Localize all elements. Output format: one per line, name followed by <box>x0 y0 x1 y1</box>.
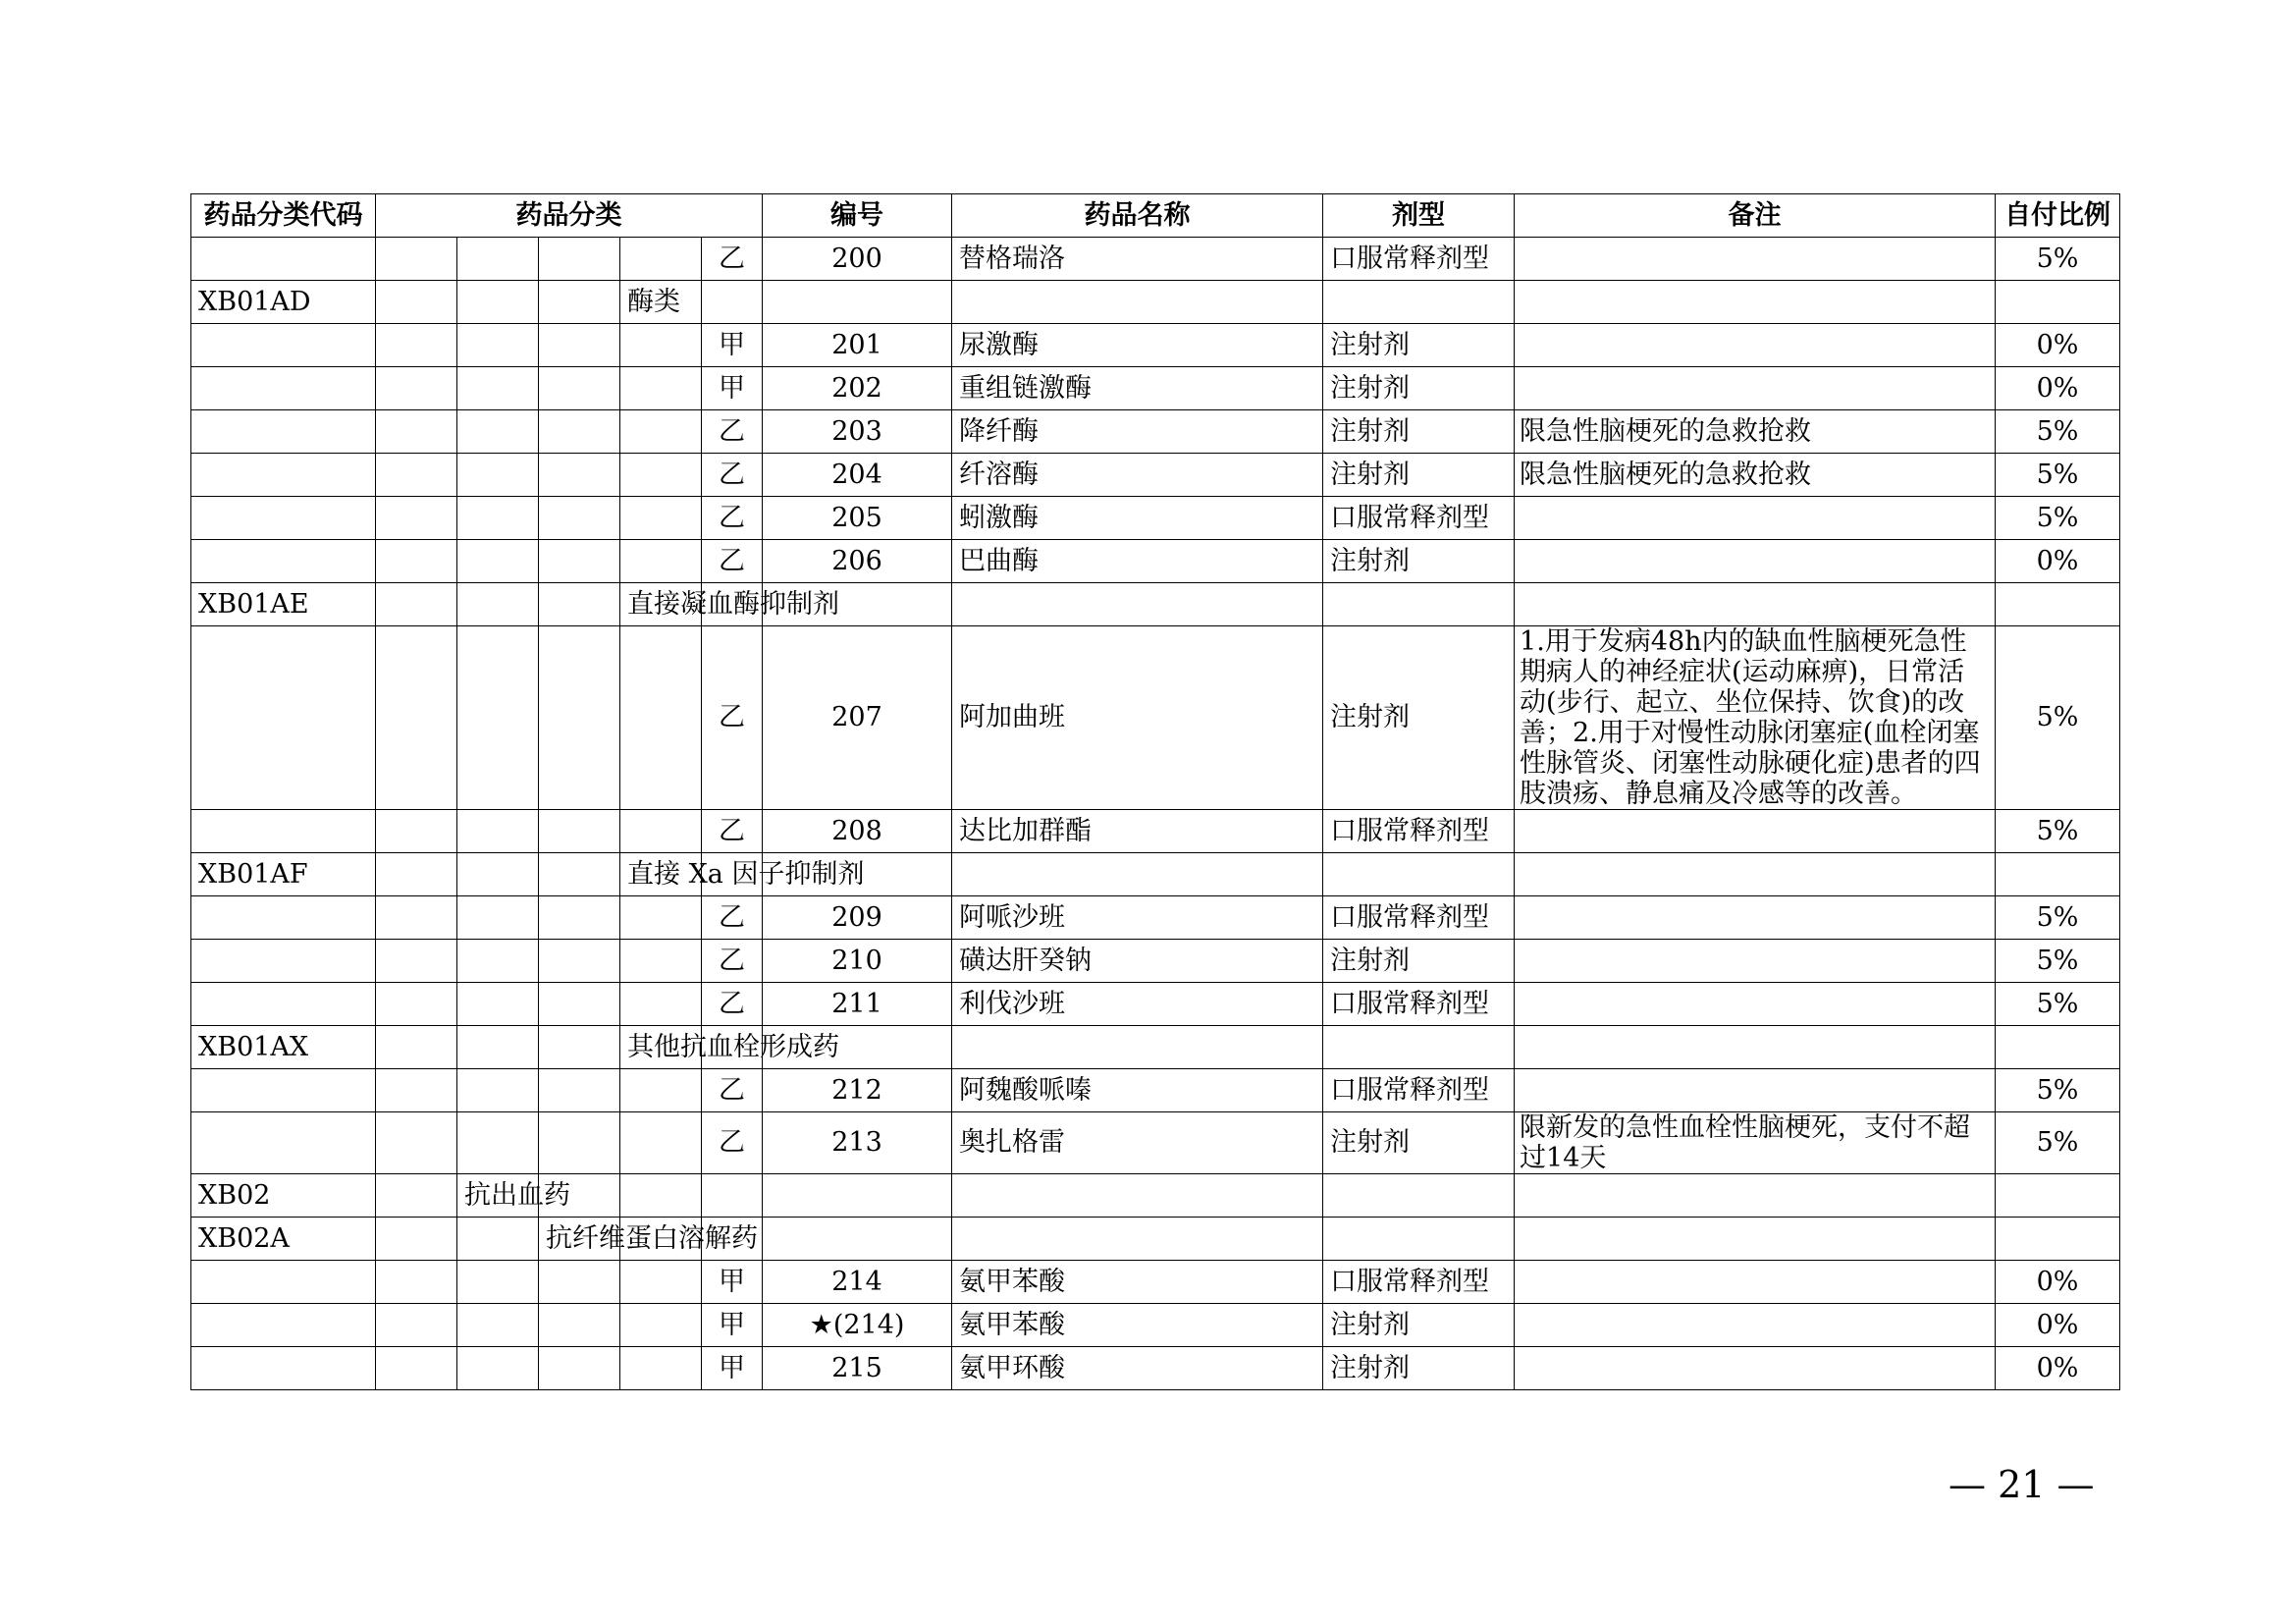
cell-dosage-form <box>1323 853 1515 896</box>
cell-self-pay-ratio: 5% <box>1996 238 2120 281</box>
cell-self-pay-ratio <box>1996 1026 2120 1069</box>
table-row <box>191 810 2120 853</box>
cell-category-level-3 <box>539 1304 620 1347</box>
cell-category-code <box>191 1347 376 1390</box>
cell-remarks: 限急性脑梗死的急救抢救 <box>1515 410 1996 454</box>
cell-category-level-4 <box>620 1261 702 1304</box>
cell-category-level-4 <box>620 238 702 281</box>
cell-remarks <box>1515 853 1996 896</box>
cell-drug-name: 巴曲酶 <box>952 540 1323 583</box>
cell-dosage-form: 注射剂 <box>1323 540 1515 583</box>
cell-category-code: XB01AD <box>191 281 376 324</box>
cell-category-level-2: 抗出血药 <box>457 1174 539 1218</box>
cell-self-pay-ratio <box>1996 853 2120 896</box>
cell-category-code: XB01AE <box>191 583 376 626</box>
cell-dosage-form: 注射剂 <box>1323 454 1515 497</box>
table-row <box>191 281 2120 324</box>
cell-grade: 乙 <box>702 497 763 540</box>
cell-category-level-4 <box>620 540 702 583</box>
cell-category-code <box>191 324 376 367</box>
cell-category-level-3 <box>539 896 620 940</box>
cell-category-level-2 <box>457 1261 539 1304</box>
cell-dosage-form <box>1323 1174 1515 1218</box>
cell-category-code: XB02 <box>191 1174 376 1218</box>
cell-category-level-2 <box>457 896 539 940</box>
cell-drug-name <box>952 281 1323 324</box>
cell-category-level-3 <box>539 238 620 281</box>
table-row <box>191 853 2120 896</box>
cell-number: 200 <box>763 238 952 281</box>
cell-self-pay-ratio: 5% <box>1996 896 2120 940</box>
cell-drug-name: 阿哌沙班 <box>952 896 1323 940</box>
cell-category-level-1 <box>376 540 457 583</box>
table-body <box>191 238 2120 1390</box>
table-row <box>191 896 2120 940</box>
cell-dosage-form: 口服常释剂型 <box>1323 983 1515 1026</box>
cell-dosage-form: 注射剂 <box>1323 1304 1515 1347</box>
cell-category-level-4 <box>620 1347 702 1390</box>
cell-grade: 乙 <box>702 940 763 983</box>
cell-category-level-1 <box>376 1347 457 1390</box>
cell-category-level-1 <box>376 238 457 281</box>
cell-remarks: 限新发的急性血栓性脑梗死，支付不超过14天 <box>1515 1112 1996 1174</box>
cell-category-level-4: 酶类 <box>620 281 702 324</box>
cell-category-level-2 <box>457 1347 539 1390</box>
cell-category-level-2 <box>457 454 539 497</box>
cell-self-pay-ratio: 0% <box>1996 540 2120 583</box>
cell-drug-name: 尿激酶 <box>952 324 1323 367</box>
cell-remarks <box>1515 896 1996 940</box>
cell-remarks <box>1515 1218 1996 1261</box>
cell-number: 212 <box>763 1069 952 1112</box>
cell-grade: 甲 <box>702 1261 763 1304</box>
cell-category-level-1 <box>376 1112 457 1174</box>
cell-category-level-3 <box>539 367 620 410</box>
cell-category-code <box>191 940 376 983</box>
cell-grade <box>702 281 763 324</box>
table-row <box>191 583 2120 626</box>
cell-category-code: XB01AX <box>191 1026 376 1069</box>
cell-remarks <box>1515 540 1996 583</box>
cell-number: 215 <box>763 1347 952 1390</box>
cell-dosage-form: 注射剂 <box>1323 410 1515 454</box>
cell-category-level-4 <box>620 1069 702 1112</box>
cell-self-pay-ratio: 5% <box>1996 983 2120 1026</box>
cell-category-level-3 <box>539 1347 620 1390</box>
cell-self-pay-ratio: 5% <box>1996 1112 2120 1174</box>
cell-grade: 乙 <box>702 983 763 1026</box>
cell-self-pay-ratio: 0% <box>1996 1347 2120 1390</box>
cell-drug-name: 奥扎格雷 <box>952 1112 1323 1174</box>
cell-dosage-form: 注射剂 <box>1323 940 1515 983</box>
cell-category-level-4 <box>620 367 702 410</box>
cell-category-level-3 <box>539 497 620 540</box>
cell-category-level-3 <box>539 853 620 896</box>
header-category-code: 药品分类代码 <box>191 194 376 238</box>
cell-grade: 乙 <box>702 810 763 853</box>
cell-remarks <box>1515 281 1996 324</box>
cell-grade: 乙 <box>702 238 763 281</box>
cell-number: 201 <box>763 324 952 367</box>
cell-dosage-form: 注射剂 <box>1323 1112 1515 1174</box>
cell-dosage-form: 口服常释剂型 <box>1323 497 1515 540</box>
cell-remarks <box>1515 1261 1996 1304</box>
cell-category-code: XB02A <box>191 1218 376 1261</box>
cell-number <box>763 281 952 324</box>
cell-category-level-3 <box>539 810 620 853</box>
cell-remarks <box>1515 324 1996 367</box>
cell-category-level-2 <box>457 626 539 810</box>
cell-category-level-3 <box>539 583 620 626</box>
cell-self-pay-ratio: 5% <box>1996 810 2120 853</box>
cell-category-level-3 <box>539 1261 620 1304</box>
cell-self-pay-ratio: 5% <box>1996 626 2120 810</box>
cell-grade: 乙 <box>702 454 763 497</box>
cell-category-level-3 <box>539 324 620 367</box>
cell-grade: 乙 <box>702 896 763 940</box>
cell-category-level-2 <box>457 497 539 540</box>
table-row <box>191 238 2120 281</box>
cell-category-code <box>191 1261 376 1304</box>
cell-remarks <box>1515 1026 1996 1069</box>
cell-number: ★(214) <box>763 1304 952 1347</box>
cell-remarks <box>1515 497 1996 540</box>
cell-category-level-2 <box>457 1218 539 1261</box>
table-row <box>191 367 2120 410</box>
cell-dosage-form <box>1323 583 1515 626</box>
header-dosage-form: 剂型 <box>1323 194 1515 238</box>
cell-category-level-1 <box>376 367 457 410</box>
cell-remarks <box>1515 1304 1996 1347</box>
cell-drug-name: 阿魏酸哌嗪 <box>952 1069 1323 1112</box>
cell-grade: 乙 <box>702 540 763 583</box>
cell-category-level-1 <box>376 896 457 940</box>
cell-number: 203 <box>763 410 952 454</box>
cell-dosage-form <box>1323 1218 1515 1261</box>
cell-dosage-form: 口服常释剂型 <box>1323 896 1515 940</box>
cell-self-pay-ratio: 5% <box>1996 1069 2120 1112</box>
cell-remarks <box>1515 1174 1996 1218</box>
cell-category-level-1 <box>376 626 457 810</box>
cell-category-level-1 <box>376 853 457 896</box>
cell-remarks <box>1515 983 1996 1026</box>
cell-drug-name: 达比加群酯 <box>952 810 1323 853</box>
table-header-row <box>191 194 2120 238</box>
cell-category-level-1 <box>376 454 457 497</box>
cell-category-level-1 <box>376 1218 457 1261</box>
cell-number: 211 <box>763 983 952 1026</box>
cell-category-level-2 <box>457 1069 539 1112</box>
cell-self-pay-ratio: 0% <box>1996 324 2120 367</box>
cell-category-level-4 <box>620 1304 702 1347</box>
table-row <box>191 1069 2120 1112</box>
cell-drug-name: 磺达肝癸钠 <box>952 940 1323 983</box>
cell-self-pay-ratio: 0% <box>1996 1304 2120 1347</box>
cell-category-level-1 <box>376 1069 457 1112</box>
cell-remarks <box>1515 1069 1996 1112</box>
table-row <box>191 983 2120 1026</box>
cell-category-level-4: 直接凝血酶抑制剂 <box>620 583 702 626</box>
cell-category-level-1 <box>376 940 457 983</box>
cell-category-level-2 <box>457 853 539 896</box>
cell-grade: 甲 <box>702 367 763 410</box>
cell-category-level-4 <box>620 454 702 497</box>
cell-category-level-3 <box>539 940 620 983</box>
cell-self-pay-ratio <box>1996 1218 2120 1261</box>
cell-category-level-4 <box>620 940 702 983</box>
cell-category-level-4 <box>620 410 702 454</box>
page-number: — 21 — <box>1949 1463 2095 1506</box>
cell-self-pay-ratio <box>1996 583 2120 626</box>
table-row <box>191 1026 2120 1069</box>
table-row <box>191 454 2120 497</box>
cell-category-level-1 <box>376 1026 457 1069</box>
cell-category-level-3 <box>539 983 620 1026</box>
cell-remarks <box>1515 810 1996 853</box>
cell-number <box>763 1174 952 1218</box>
cell-drug-name <box>952 583 1323 626</box>
cell-category-level-4 <box>620 983 702 1026</box>
cell-category-code <box>191 367 376 410</box>
cell-category-level-2 <box>457 583 539 626</box>
cell-category-level-1 <box>376 281 457 324</box>
cell-self-pay-ratio: 5% <box>1996 454 2120 497</box>
cell-remarks: 限急性脑梗死的急救抢救 <box>1515 454 1996 497</box>
cell-category-code <box>191 410 376 454</box>
cell-category-level-1 <box>376 1174 457 1218</box>
cell-category-level-3 <box>539 1112 620 1174</box>
cell-dosage-form: 注射剂 <box>1323 626 1515 810</box>
cell-number: 209 <box>763 896 952 940</box>
cell-dosage-form: 口服常释剂型 <box>1323 1261 1515 1304</box>
cell-self-pay-ratio: 5% <box>1996 410 2120 454</box>
cell-category-level-3: 抗纤维蛋白溶解药 <box>539 1218 620 1261</box>
cell-category-level-4 <box>620 810 702 853</box>
cell-category-level-3 <box>539 540 620 583</box>
cell-grade: 乙 <box>702 1112 763 1174</box>
cell-category-level-1 <box>376 497 457 540</box>
cell-drug-name: 氨甲苯酸 <box>952 1304 1323 1347</box>
cell-category-code <box>191 896 376 940</box>
cell-grade: 甲 <box>702 1347 763 1390</box>
cell-drug-name <box>952 1174 1323 1218</box>
cell-category-level-4: 直接 Xa 因子抑制剂 <box>620 853 702 896</box>
cell-category-level-2 <box>457 983 539 1026</box>
cell-category-level-1 <box>376 410 457 454</box>
cell-remarks <box>1515 940 1996 983</box>
cell-category-level-2 <box>457 367 539 410</box>
cell-category-level-4 <box>620 497 702 540</box>
header-category: 药品分类 <box>376 194 763 238</box>
table-row <box>191 1218 2120 1261</box>
cell-drug-name: 蚓激酶 <box>952 497 1323 540</box>
cell-remarks <box>1515 238 1996 281</box>
cell-dosage-form: 注射剂 <box>1323 324 1515 367</box>
cell-category-level-2 <box>457 324 539 367</box>
cell-category-level-2 <box>457 238 539 281</box>
cell-grade: 乙 <box>702 1069 763 1112</box>
cell-category-level-1 <box>376 983 457 1026</box>
cell-remarks <box>1515 367 1996 410</box>
cell-category-level-4: 其他抗血栓形成药 <box>620 1026 702 1069</box>
cell-category-code <box>191 1304 376 1347</box>
table-row <box>191 1261 2120 1304</box>
cell-category-code <box>191 983 376 1026</box>
header-number: 编号 <box>763 194 952 238</box>
cell-self-pay-ratio: 5% <box>1996 497 2120 540</box>
cell-category-level-3 <box>539 1069 620 1112</box>
cell-category-level-4 <box>620 1112 702 1174</box>
cell-grade: 乙 <box>702 410 763 454</box>
cell-number: 204 <box>763 454 952 497</box>
cell-category-level-2 <box>457 940 539 983</box>
table-row <box>191 324 2120 367</box>
header-self-pay-ratio: 自付比例 <box>1996 194 2120 238</box>
cell-category-level-2 <box>457 281 539 324</box>
cell-grade: 甲 <box>702 1304 763 1347</box>
cell-drug-name: 氨甲苯酸 <box>952 1261 1323 1304</box>
cell-self-pay-ratio <box>1996 1174 2120 1218</box>
cell-drug-name: 纤溶酶 <box>952 454 1323 497</box>
cell-category-code: XB01AF <box>191 853 376 896</box>
cell-number: 208 <box>763 810 952 853</box>
cell-category-level-4 <box>620 324 702 367</box>
cell-self-pay-ratio: 0% <box>1996 1261 2120 1304</box>
cell-remarks: 1.用于发病48h内的缺血性脑梗死急性期病人的神经症状(运动麻痹)，日常活动(步行、起立、坐位保持、饮食)的改善；2.用于对慢性动脉闭塞症(血栓闭塞性脉管炎、闭塞性动脉硬化症)患者的四肢溃疡、静息痛及冷感等的改善。 <box>1515 626 1996 810</box>
cell-category-level-4 <box>620 1174 702 1218</box>
cell-category-level-3 <box>539 281 620 324</box>
cell-category-level-1 <box>376 324 457 367</box>
cell-self-pay-ratio: 5% <box>1996 940 2120 983</box>
table-row <box>191 1174 2120 1218</box>
table-row <box>191 626 2120 810</box>
cell-grade <box>702 1174 763 1218</box>
cell-category-code <box>191 540 376 583</box>
cell-number: 207 <box>763 626 952 810</box>
cell-category-level-4 <box>620 896 702 940</box>
table-row <box>191 940 2120 983</box>
cell-number: 206 <box>763 540 952 583</box>
cell-number: 213 <box>763 1112 952 1174</box>
cell-number <box>763 1218 952 1261</box>
cell-category-level-2 <box>457 1112 539 1174</box>
cell-category-level-1 <box>376 810 457 853</box>
cell-dosage-form: 口服常释剂型 <box>1323 1069 1515 1112</box>
cell-drug-name <box>952 1026 1323 1069</box>
cell-self-pay-ratio: 0% <box>1996 367 2120 410</box>
cell-drug-name: 降纤酶 <box>952 410 1323 454</box>
table-row <box>191 1347 2120 1390</box>
cell-self-pay-ratio <box>1996 281 2120 324</box>
cell-category-code <box>191 454 376 497</box>
header-remarks: 备注 <box>1515 194 1996 238</box>
cell-category-code <box>191 1112 376 1174</box>
header-drug-name: 药品名称 <box>952 194 1323 238</box>
cell-category-level-1 <box>376 583 457 626</box>
cell-category-level-3 <box>539 454 620 497</box>
cell-number: 210 <box>763 940 952 983</box>
cell-grade: 甲 <box>702 324 763 367</box>
cell-remarks <box>1515 583 1996 626</box>
table-row <box>191 1304 2120 1347</box>
cell-remarks <box>1515 1347 1996 1390</box>
cell-dosage-form: 口服常释剂型 <box>1323 238 1515 281</box>
table-row <box>191 410 2120 454</box>
cell-category-level-3 <box>539 410 620 454</box>
cell-number: 202 <box>763 367 952 410</box>
cell-category-level-3 <box>539 626 620 810</box>
cell-category-level-2 <box>457 410 539 454</box>
cell-drug-name: 重组链激酶 <box>952 367 1323 410</box>
cell-category-code <box>191 238 376 281</box>
cell-category-level-4 <box>620 626 702 810</box>
cell-category-level-3 <box>539 1026 620 1069</box>
table-row <box>191 497 2120 540</box>
drug-catalog-table <box>190 193 2120 1390</box>
cell-dosage-form <box>1323 1026 1515 1069</box>
cell-dosage-form <box>1323 281 1515 324</box>
table-row <box>191 1112 2120 1174</box>
cell-category-level-1 <box>376 1261 457 1304</box>
cell-dosage-form: 口服常释剂型 <box>1323 810 1515 853</box>
cell-category-level-2 <box>457 540 539 583</box>
cell-drug-name: 阿加曲班 <box>952 626 1323 810</box>
cell-category-level-2 <box>457 1026 539 1069</box>
cell-drug-name <box>952 853 1323 896</box>
cell-drug-name <box>952 1218 1323 1261</box>
table-row <box>191 540 2120 583</box>
cell-dosage-form: 注射剂 <box>1323 367 1515 410</box>
cell-grade: 乙 <box>702 626 763 810</box>
cell-category-level-2 <box>457 810 539 853</box>
cell-category-code <box>191 1069 376 1112</box>
cell-drug-name: 氨甲环酸 <box>952 1347 1323 1390</box>
cell-drug-name: 利伐沙班 <box>952 983 1323 1026</box>
cell-number: 205 <box>763 497 952 540</box>
cell-dosage-form: 注射剂 <box>1323 1347 1515 1390</box>
cell-category-code <box>191 497 376 540</box>
cell-number: 214 <box>763 1261 952 1304</box>
cell-category-level-1 <box>376 1304 457 1347</box>
cell-category-level-2 <box>457 1304 539 1347</box>
cell-category-code <box>191 626 376 810</box>
cell-drug-name: 替格瑞洛 <box>952 238 1323 281</box>
cell-category-code <box>191 810 376 853</box>
